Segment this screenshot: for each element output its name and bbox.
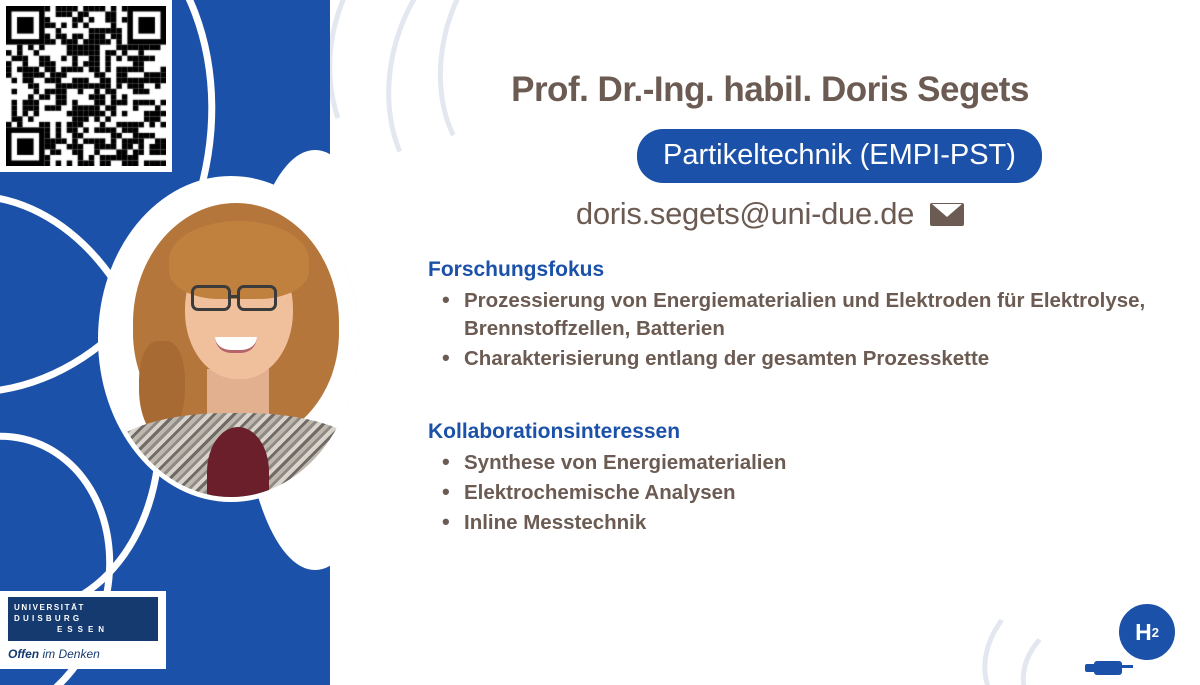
section-title: Forschungsfokus <box>428 258 605 281</box>
section-forschungsfokus <box>428 258 1188 375</box>
list-item: • Elektrochemische Analysen <box>464 479 1188 507</box>
list-item: • Prozessierung von Energiematerialien und Elektroden für Elektrolyse, Brennstoffzellen, Batterien <box>464 287 1188 343</box>
email-row[interactable] <box>360 196 1180 232</box>
email-text[interactable]: doris.segets@uni-due.de <box>575 196 915 231</box>
list-item: • Charakterisierung entlang der gesamten Prozesskette <box>464 345 1188 373</box>
logo-claim <box>8 647 158 661</box>
qr-code[interactable] <box>0 0 172 172</box>
logo-claim-bold: Offen <box>8 647 40 661</box>
page-title: Prof. Dr.-Ing. habil. Doris Segets <box>511 70 1029 109</box>
department-badge: Partikeltechnik (EMPI-PST) <box>637 129 1042 183</box>
logo-line-3: ESSEN <box>56 625 110 634</box>
section-title: Kollaborationsinteressen <box>428 420 681 443</box>
university-logo <box>0 591 166 669</box>
logo-line-1: UNIVERSITÄT <box>14 603 85 612</box>
envelope-icon <box>930 203 964 226</box>
plug-icon <box>1094 661 1122 675</box>
logo-claim-rest: im Denken <box>42 647 100 661</box>
h2-sub: 2 <box>1151 624 1159 640</box>
list-item: • Synthese von Energiematerialien <box>464 449 1188 477</box>
section-list <box>428 287 1188 373</box>
h2-label: H <box>1135 618 1152 645</box>
section-list <box>428 449 1188 537</box>
logo-line-2: DUISBURG <box>14 614 83 623</box>
avatar <box>98 176 364 502</box>
h2-badge <box>1116 601 1178 663</box>
section-kollaborationsinteressen <box>428 420 1188 539</box>
list-item: • Inline Messtechnik <box>464 509 1188 537</box>
